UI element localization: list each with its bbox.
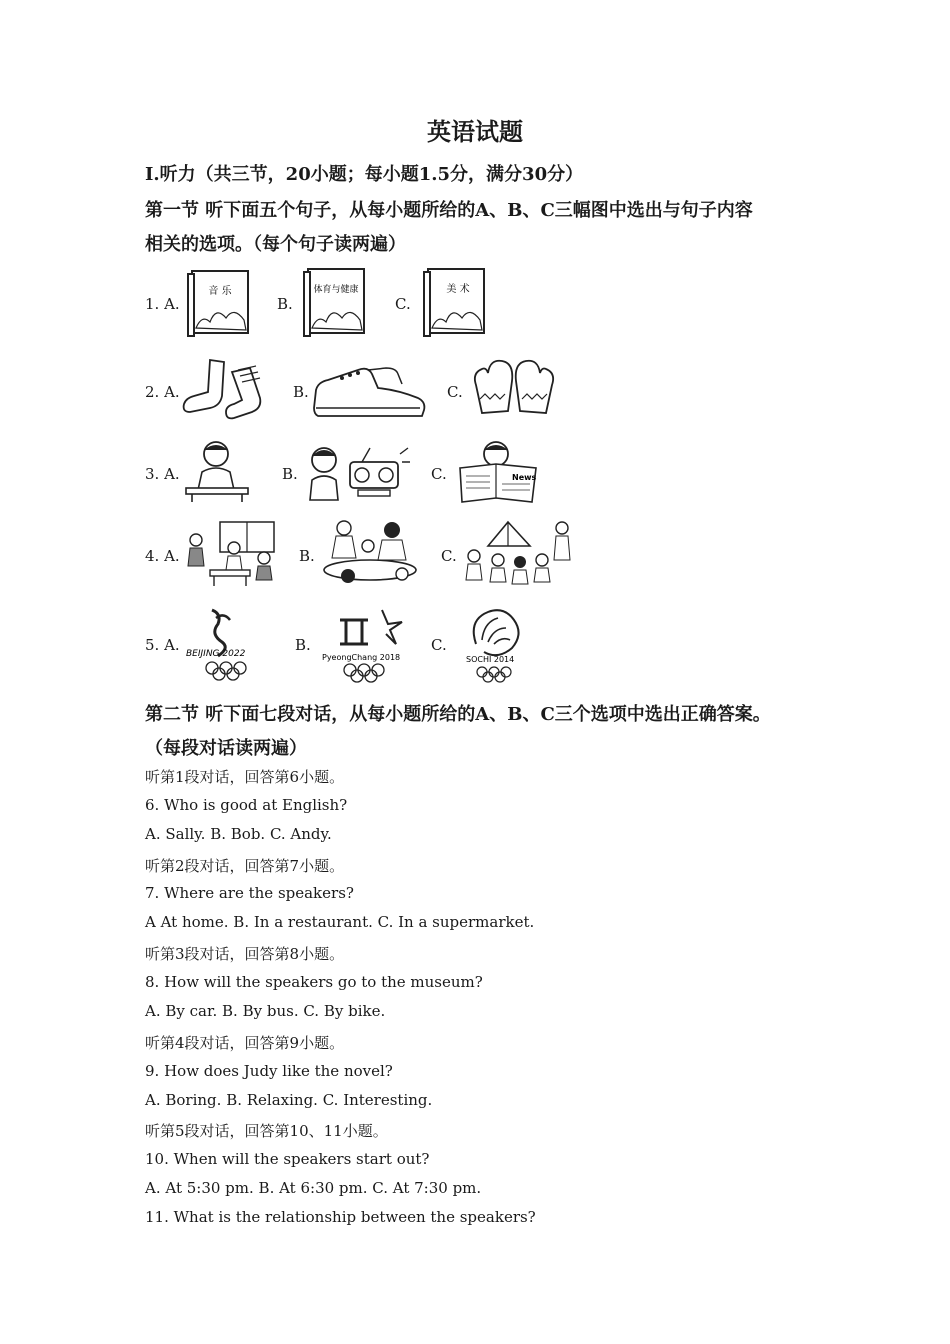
q5-option-a-label: 5. A. [145,636,180,654]
book-label-pe: 体育与健康 [313,285,359,295]
classroom-scene-icon [180,518,280,588]
part1-heading-line1: 第一节 听下面五个句子，从每小题所给的A、B、C三幅图中选出与句子内容 [145,200,753,221]
sneakers-icon [312,360,428,420]
question-9-options: A. Boring. B. Relaxing. C. Interesting. [145,1091,433,1109]
question-8-options: A. By car. B. By bus. C. By bike. [145,1002,386,1020]
boy-studying-icon [182,438,252,504]
section-heading: I.听力（共三节，20小题；每小题1.5分，满分30分） [145,164,584,185]
pyeongchang-2018-logo [318,604,414,684]
part2-heading-line1: 第二节 听下面七段对话，从每小题所给的A、B、C三个选项中选出正确答案。 [145,704,771,725]
q2-option-b-label: B. [293,383,309,401]
logo-text-beijing: BEIJING 2022 [186,649,246,659]
dialogue-4-instruction: 听第4段对话，回答第9小题。 [145,1034,345,1052]
book-label-music: 音 乐 [208,286,232,297]
q5-option-c-label: C. [431,636,447,654]
question-7: 7. Where are the speakers? [145,884,354,902]
dialogue-1-instruction: 听第1段对话，回答第6小题。 [145,768,345,786]
dialogue-3-instruction: 听第3段对话，回答第8小题。 [145,945,345,963]
boy-radio-icon [306,440,410,504]
q1-option-c-label: C. [395,295,411,313]
q1-option-b-label: B. [277,295,293,313]
question-6-options: A. Sally. B. Bob. C. Andy. [145,825,332,843]
newspaper-label: News [512,473,537,482]
part1-heading-line2: 相关的选项。（每个句子读两遍） [145,234,406,255]
socks-icon [182,356,268,422]
book-label-art: 美 术 [446,284,470,295]
boy-reading-newspaper-icon [456,438,540,506]
question-9: 9. How does Judy like the novel? [145,1062,393,1080]
question-10-options: A. At 5:30 pm. B. At 6:30 pm. C. At 7:30 pm. [145,1179,482,1197]
question-8: 8. How will the speakers go to the museum? [145,973,483,991]
q4-option-b-label: B. [299,547,315,565]
dialogue-5-instruction: 听第5段对话，回答第10、11小题。 [145,1122,388,1140]
question-7-options: A At home. B. In a restaurant. C. In a supermarket. [145,913,535,931]
q1-option-a-label: 1. A. [145,295,180,313]
question-10: 10. When will the speakers start out? [145,1150,430,1168]
dialogue-2-instruction: 听第2段对话，回答第7小题。 [145,857,345,875]
q3-option-c-label: C. [431,465,447,483]
part2-heading-line2: （每段对话读两遍） [145,738,307,759]
q2-option-a-label: 2. A. [145,383,180,401]
q4-option-a-label: 4. A. [145,547,180,565]
pe-health-book-icon [302,266,368,338]
logo-text-pyeongchang: PyeongChang 2018 [322,653,401,662]
beijing-2022-logo [182,604,274,684]
art-book-icon [422,266,488,338]
page-title: 英语试题 [427,117,523,146]
music-book-icon [186,268,252,338]
q4-option-c-label: C. [441,547,457,565]
q2-option-c-label: C. [447,383,463,401]
mittens-icon [468,355,560,423]
logo-text-sochi: SOCHI 2014 [466,655,515,664]
camping-scene-icon [464,516,574,588]
q5-option-b-label: B. [295,636,311,654]
q3-option-b-label: B. [282,465,298,483]
question-11: 11. What is the relationship between the speakers? [145,1208,536,1226]
q3-option-a-label: 3. A. [145,465,180,483]
family-dinner-scene-icon [318,516,422,588]
sochi-2014-logo [462,604,526,684]
question-6: 6. Who is good at English? [145,796,348,814]
